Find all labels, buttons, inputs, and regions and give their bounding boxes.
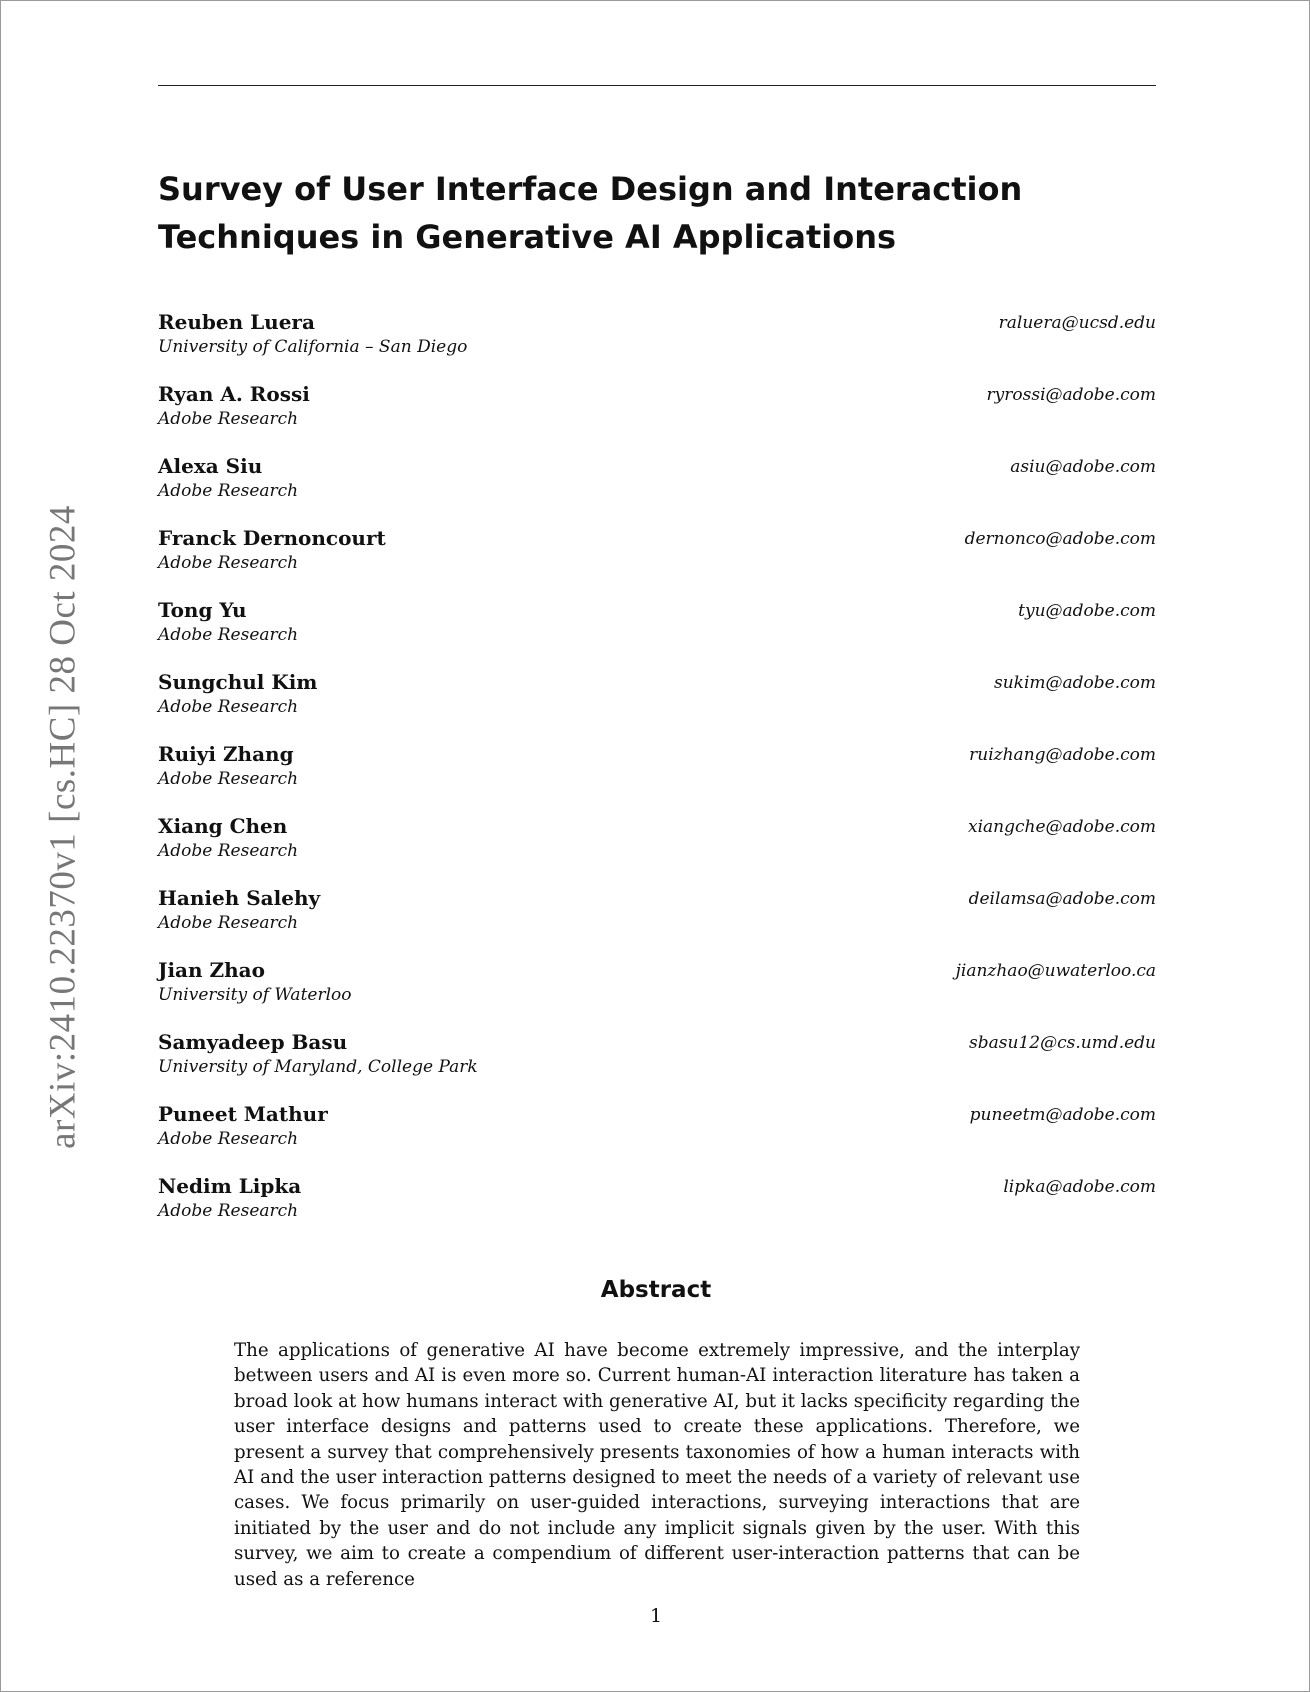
author-entry [158, 597, 1156, 669]
author-name: Franck Dernoncourt [158, 526, 386, 550]
author-entry [158, 525, 1156, 597]
author-email: tyu@adobe.com [1018, 601, 1156, 621]
author-email: xiangche@adobe.com [968, 817, 1156, 837]
paper-title: Survey of User Interface Design and Interaction Techniques in Generative AI Applications [158, 170, 1023, 256]
author-affiliation: University of Waterloo [158, 985, 352, 1005]
abstract-text: The applications of generative AI have become extremely impressive, and the interplay between users and AI is even more so. Current human-AI interaction literature has taken a broad look at how humans interact with generative AI, but it lacks specificity regarding the user interface designs and patterns used to create these applications. Therefore, we present a survey that comprehensively presents taxonomies of how a human interacts with AI and the user interaction patterns designed to meet the needs of a variety of relevant use cases. We focus primarily on user-guided interactions, surveying interactions that are initiated by the user and do not include any implicit signals given by the user. With this survey, we aim to create a compendium of different user-interaction patterns that can be used as a reference [234, 1340, 1080, 1590]
author-affiliation: Adobe Research [158, 841, 299, 861]
author-list [158, 309, 1156, 1245]
author-affiliation: Adobe Research [158, 409, 299, 429]
author-entry [158, 453, 1156, 525]
author-name: Ryan A. Rossi [158, 382, 310, 406]
author-email: sukim@adobe.com [993, 673, 1156, 693]
author-entry [158, 957, 1156, 1029]
author-affiliation: Adobe Research [158, 625, 299, 645]
title-rule [158, 85, 1156, 86]
abstract-heading: Abstract [600, 1277, 712, 1303]
author-email: ruizhang@adobe.com [969, 745, 1156, 765]
author-affiliation: Adobe Research [158, 913, 299, 933]
author-affiliation: Adobe Research [158, 1129, 299, 1149]
author-entry [158, 669, 1156, 741]
author-name: Reuben Luera [158, 310, 315, 334]
author-entry [158, 741, 1156, 813]
author-name: Tong Yu [158, 598, 247, 622]
author-name: Alexa Siu [158, 454, 263, 478]
author-affiliation: Adobe Research [158, 553, 299, 573]
author-email: jianzhao@uwaterloo.ca [955, 961, 1156, 981]
author-email: asiu@adobe.com [1010, 457, 1156, 477]
author-affiliation: University of Maryland, College Park [158, 1057, 478, 1077]
author-name: Samyadeep Basu [158, 1030, 348, 1054]
author-affiliation: Adobe Research [158, 481, 299, 501]
author-affiliation: Adobe Research [158, 697, 299, 717]
author-name: Hanieh Salehy [158, 886, 321, 910]
author-email: raluera@ucsd.edu [998, 313, 1156, 333]
author-name: Puneet Mathur [158, 1102, 328, 1126]
author-email: sbasu12@cs.umd.edu [969, 1033, 1156, 1053]
author-name: Jian Zhao [158, 958, 265, 982]
author-entry [158, 885, 1156, 957]
author-email: puneetm@adobe.com [969, 1105, 1156, 1125]
author-affiliation: Adobe Research [158, 1201, 299, 1221]
author-affiliation: Adobe Research [158, 769, 299, 789]
author-email: lipka@adobe.com [1003, 1177, 1156, 1197]
author-email: ryrossi@adobe.com [986, 385, 1156, 405]
author-entry [158, 1029, 1156, 1101]
author-name: Xiang Chen [158, 814, 288, 838]
author-entry [158, 1101, 1156, 1173]
author-name: Nedim Lipka [158, 1174, 302, 1198]
author-entry [158, 1173, 1156, 1245]
author-entry [158, 813, 1156, 885]
author-entry [158, 309, 1156, 381]
author-name: Ruiyi Zhang [158, 742, 294, 766]
author-email: deilamsa@adobe.com [968, 889, 1156, 909]
author-name: Sungchul Kim [158, 670, 318, 694]
arxiv-identifier-stamp: arXiv:2410.22370v1 [cs.HC] 28 Oct 2024 [42, 505, 84, 1149]
author-entry [158, 381, 1156, 453]
author-email: dernonco@adobe.com [964, 529, 1156, 549]
author-affiliation: University of California – San Diego [158, 337, 468, 357]
page-number: 1 [649, 1605, 663, 1627]
